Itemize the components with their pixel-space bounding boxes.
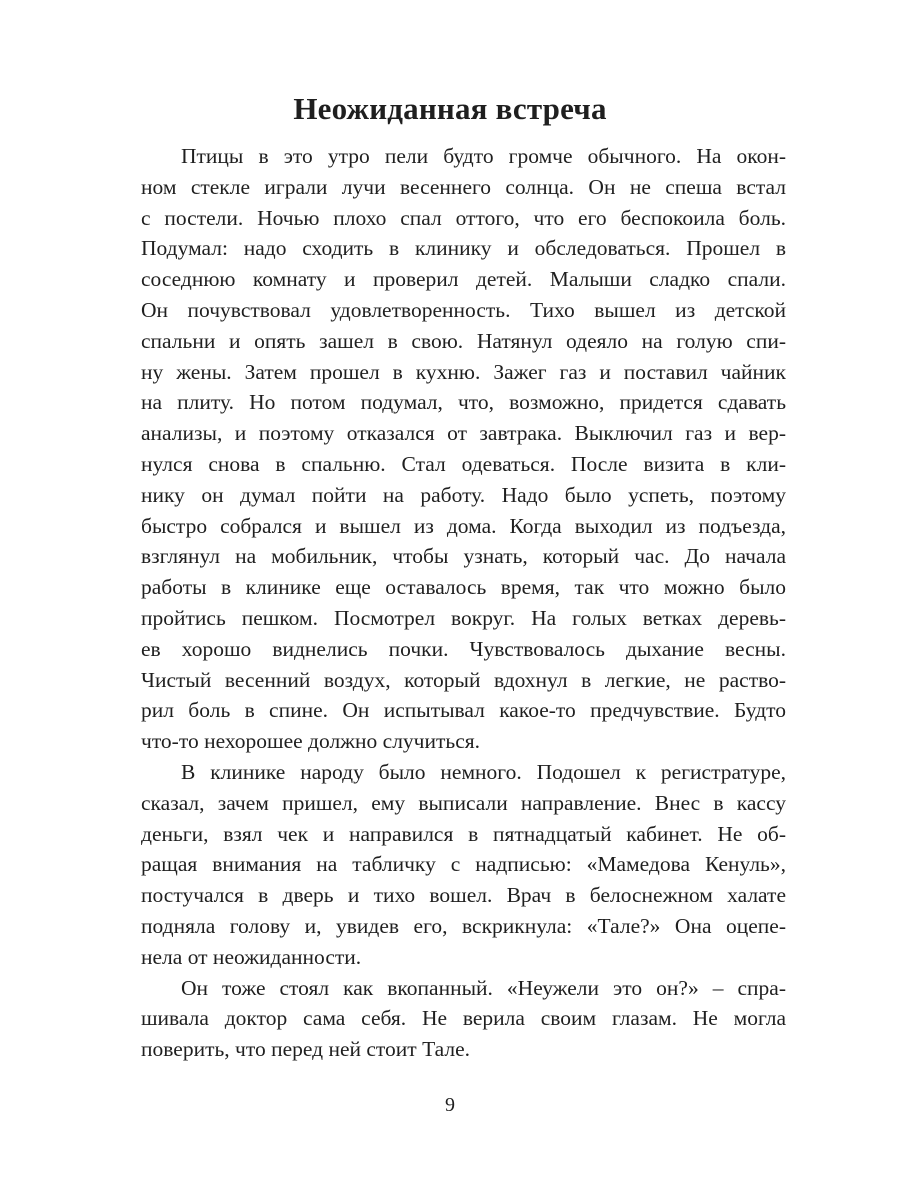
text-line: ном стекле играли лучи весеннего солнца. Он не спеша встал [141,174,786,199]
text-line: работы в клинике еще оставалось время, так что можно было [141,575,786,600]
text-line: нулся снова в спальню. Стал одеваться. После визита в кли- [141,451,786,476]
text-line: с постели. Ночью плохо спал оттого, что его беспокоила боль. [141,205,786,230]
text-line: Птицы в это утро пели будто громче обычного. На окон- [181,144,786,168]
paragraph-1 [141,141,786,757]
text-line: шивала доктор сама себя. Не верила своим глазам. Не могла [141,1006,786,1031]
page-number: 9 [445,1094,455,1116]
text-line: деньги, взял чек и направился в пятнадцатый кабинет. Не об- [141,821,786,846]
text-line: на плиту. Но потом подумал, что, возможно, придется сдавать [141,390,786,415]
body-text [141,141,786,1065]
text-line: соседнюю комнату и проверил детей. Малыши сладко спали. [141,267,786,292]
text-line: пройтись пешком. Посмотрел вокруг. На голых ветках деревь- [141,605,786,630]
text-line: В клинике народу было немного. Подошел к регистратуре, [181,759,786,784]
text-line: анализы, и поэтому отказался от завтрака. Выключил газ и вер- [141,421,786,446]
text-line: рил боль в спине. Он испытывал какое-то предчувствие. Будто [141,698,786,723]
text-line: что-то нехорошее должно случиться. [141,729,481,754]
text-line: спальни и опять зашел в свою. Натянул одеяло на голую спи- [141,328,786,353]
text-line: сказал, зачем пришел, ему выписали направление. Внес в кассу [141,790,786,815]
text-line: нику он думал пойти на работу. Надо было успеть, поэтому [141,482,786,507]
text-line: Чистый весенний воздух, который вдохнул в легкие, не раство- [141,667,786,692]
text-line: подняла голову и, увидев его, вскрикнула: «Тале?» Она оцепе- [141,913,786,938]
text-line: нела от неожиданности. [141,944,362,969]
paragraph-2 [141,757,786,973]
text-line: Подумал: надо сходить в клинику и обследоваться. Прошел в [141,236,786,261]
chapter-title: Неожиданная встреча [293,90,607,126]
text-line: постучался в дверь и тихо вошел. Врач в белоснежном халате [141,883,786,908]
text-line: ращая внимания на табличку с надписью: «Мамедова Кенуль», [141,852,786,877]
text-line: ну жены. Затем прошел в кухню. Зажег газ и поставил чайник [141,359,786,384]
text-line: поверить, что перед ней стоит Тале. [141,1037,471,1062]
text-line: Он почувствовал удовлетворенность. Тихо вышел из детской [141,297,786,322]
text-line: ев хорошо виднелись почки. Чувствовалось дыхание весны. [141,636,786,661]
paragraph-3 [141,973,786,1065]
text-line: быстро собрался и вышел из дома. Когда выходил из подъезда, [141,513,786,538]
text-line: взглянул на мобильник, чтобы узнать, который час. До начала [141,544,786,569]
text-line: Он тоже стоял как вкопанный. «Неужели это он?» – спра- [181,975,786,1000]
